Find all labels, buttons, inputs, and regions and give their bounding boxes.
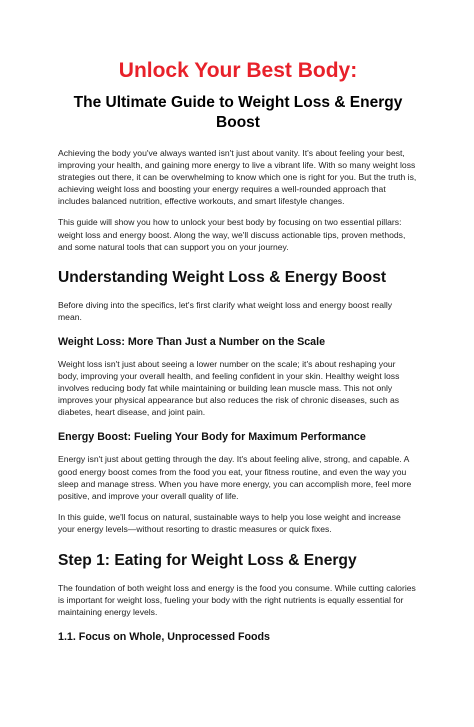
- heading-step-1: Step 1: Eating for Weight Loss & Energy: [58, 551, 357, 569]
- document-subtitle: The Ultimate Guide to Weight Loss & Energy Boost: [73, 94, 403, 131]
- intro-paragraph-2: This guide will show you how to unlock your best body by focusing on two essential pillars: weight loss and energy boost. Along the way, we'll discuss actionable tips, proven methods, and some natural tools that can support you on your journey.: [58, 217, 406, 252]
- understanding-paragraph: Before diving into the specifics, let's first clarify what weight loss and energy boost really mean.: [58, 299, 393, 322]
- document-page: [0, 58, 474, 727]
- energy-boost-paragraph-2: In this guide, we'll focus on natural, sustainable ways to help you lose weight and increase your energy levels—without resorting to drastic measures or quick fixes.: [58, 511, 401, 534]
- heading-energy-boost: Energy Boost: Fueling Your Body for Maximum Performance: [58, 431, 366, 444]
- energy-boost-paragraph-1: Energy isn't just about getting through the day. It's about feeling alive, strong, and capable. A good energy boost comes from the food you eat, your fitness routine, and even the way you sleep and manage stress. When you have more energy, you can accomplish more, feel more positive, and improve your overall quality of life.: [58, 454, 412, 501]
- document-title: Unlock Your Best Body:: [118, 59, 358, 82]
- intro-paragraph-1: Achieving the body you've always wanted isn't just about vanity. It's about feeling your best, improving your health, and gaining more energy to live a vibrant life. With so many weight loss strategies out there, it can be overwhelming to know which one is right for you. But the truth is, achieving weight loss and boosting your energy requires a well-rounded approach that includes balanced nutrition, effective workouts, and smart lifestyle changes.: [58, 148, 417, 207]
- weight-loss-paragraph: Weight loss isn't just about seeing a lower number on the scale; it's about reshaping your body, improving your overall health, and feeling confident in your skin. Healthy weight loss involves reducing body fat while maintaining or building lean muscle mass. This not only improves your physical appearance but also reduces the risk of chronic diseases, such as diabetes, heart disease, and joint pain.: [58, 358, 400, 418]
- step-1-paragraph: The foundation of both weight loss and energy is the food you consume. While cutting calories is important for weight loss, fueling your body with the right nutrients is equally essential for maintaining energy levels.: [58, 582, 416, 618]
- heading-understanding: Understanding Weight Loss & Energy Boost: [58, 268, 387, 286]
- heading-whole-foods: 1.1. Focus on Whole, Unprocessed Foods: [58, 631, 270, 644]
- heading-weight-loss: Weight Loss: More Than Just a Number on the Scale: [58, 335, 326, 348]
